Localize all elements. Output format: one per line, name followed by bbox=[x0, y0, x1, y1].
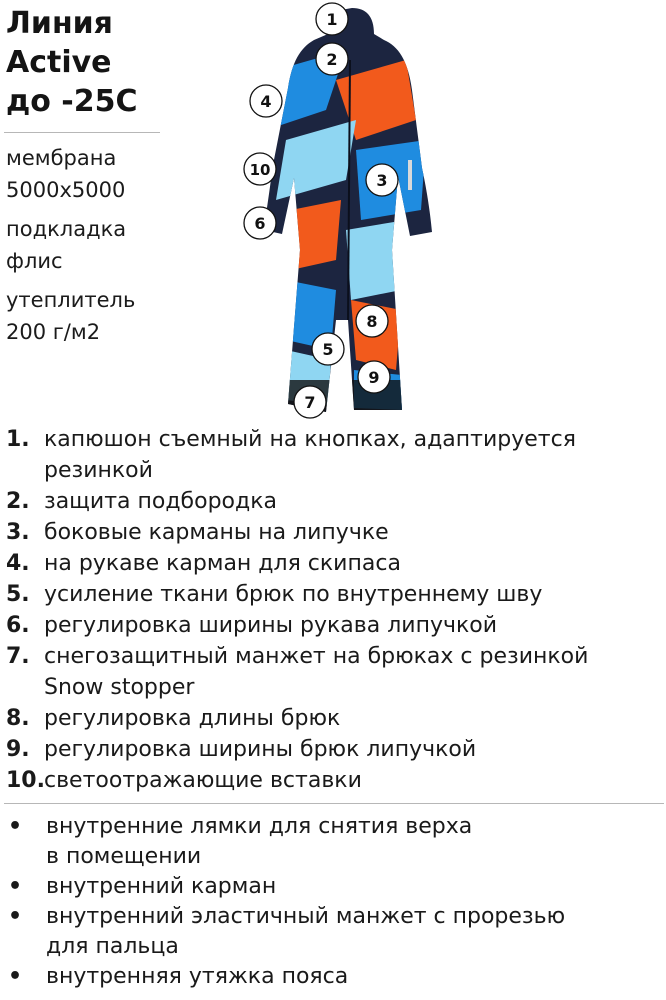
extra-item bbox=[6, 902, 666, 962]
feature-number: 3. bbox=[6, 520, 30, 545]
title-line: до -25С bbox=[6, 84, 138, 119]
feature-text bbox=[44, 765, 666, 796]
extra-text bbox=[46, 902, 666, 962]
feature-item bbox=[6, 641, 666, 703]
feature-item bbox=[6, 734, 666, 765]
feature-line: светоотражающие вставки bbox=[44, 768, 362, 793]
extra-text bbox=[46, 872, 666, 902]
bullet-marker: • bbox=[8, 904, 23, 929]
spec-value: 200 г/м2 bbox=[6, 320, 101, 344]
callout-label: 10 bbox=[249, 161, 271, 179]
spec-value: флис bbox=[6, 249, 63, 273]
feature-line: Snow stopper bbox=[44, 675, 195, 700]
title-line: Active bbox=[6, 45, 112, 80]
extra-line: для пальца bbox=[46, 934, 179, 959]
callout-label: 7 bbox=[304, 393, 316, 412]
callout-label: 4 bbox=[260, 92, 272, 111]
extra-item bbox=[6, 812, 666, 872]
feature-number: 9. bbox=[6, 737, 30, 762]
feature-item bbox=[6, 579, 666, 610]
feature-line: регулировка ширины рукава липучкой bbox=[44, 613, 498, 638]
feature-text bbox=[44, 579, 666, 610]
callout-label: 8 bbox=[366, 312, 378, 331]
extra-item bbox=[6, 962, 666, 992]
feature-text bbox=[44, 734, 666, 765]
feature-line: усиление ткани брюк по внутреннему шву bbox=[44, 582, 543, 607]
extra-line: внутренние лямки для снятия верха bbox=[46, 814, 473, 839]
feature-number: 8. bbox=[6, 706, 30, 731]
feature-text bbox=[44, 517, 666, 548]
feature-number: 1. bbox=[6, 427, 30, 452]
feature-line: регулировка длины брюк bbox=[44, 706, 341, 731]
bullet-marker: • bbox=[8, 964, 23, 989]
spec-name: утеплитель bbox=[6, 288, 136, 312]
extra-text bbox=[46, 812, 666, 872]
spec-membrane bbox=[6, 142, 135, 206]
extra-text bbox=[46, 962, 666, 992]
callout-8 bbox=[356, 305, 388, 337]
feature-number: 2. bbox=[6, 489, 30, 514]
feature-item bbox=[6, 486, 666, 517]
divider bbox=[4, 132, 160, 133]
spec-value: 5000х5000 bbox=[6, 178, 126, 202]
feature-item bbox=[6, 548, 666, 579]
callout-label: 3 bbox=[376, 171, 388, 190]
callout-5 bbox=[312, 333, 344, 365]
bullet-marker: • bbox=[8, 874, 23, 899]
feature-line: регулировка ширины брюк липучкой bbox=[44, 737, 477, 762]
callout-6 bbox=[244, 207, 276, 239]
callout-2 bbox=[316, 43, 348, 75]
feature-line: резинкой bbox=[44, 458, 153, 483]
feature-line: снегозащитный манжет на брюках с резинкой bbox=[44, 644, 589, 669]
spec-name: подкладка bbox=[6, 217, 127, 241]
feature-number: 7. bbox=[6, 644, 30, 669]
callout-label: 1 bbox=[326, 10, 338, 29]
feature-item bbox=[6, 610, 666, 641]
feature-number: 5. bbox=[6, 582, 30, 607]
feature-item bbox=[6, 765, 666, 796]
features-list bbox=[6, 424, 666, 796]
callout-9 bbox=[358, 361, 390, 393]
feature-number: 4. bbox=[6, 551, 30, 576]
feature-line: боковые карманы на липучке bbox=[44, 520, 389, 545]
extra-item bbox=[6, 872, 666, 902]
feature-text bbox=[44, 548, 666, 579]
feature-line: на рукаве карман для скипаса bbox=[44, 551, 401, 576]
extras-list bbox=[6, 812, 666, 992]
callout-label: 2 bbox=[326, 50, 338, 69]
feature-text bbox=[44, 486, 666, 517]
feature-text bbox=[44, 703, 666, 734]
callout-1 bbox=[316, 3, 348, 35]
extra-line: внутренний карман bbox=[46, 874, 277, 899]
callout-4 bbox=[250, 85, 282, 117]
spec-insulation bbox=[6, 284, 135, 348]
feature-number: 6. bbox=[6, 613, 30, 638]
feature-line: защита подбородка bbox=[44, 489, 277, 514]
divider bbox=[4, 803, 664, 804]
specs-list bbox=[6, 142, 135, 355]
extra-line: внутренняя утяжка пояса bbox=[46, 964, 349, 989]
reflective-insert bbox=[408, 160, 412, 190]
feature-text bbox=[44, 424, 666, 486]
feature-text bbox=[44, 610, 666, 641]
title-line: Линия bbox=[6, 6, 113, 41]
callout-3 bbox=[366, 164, 398, 196]
jumpsuit-illustration bbox=[236, 0, 436, 420]
callout-10 bbox=[244, 153, 276, 185]
feature-item bbox=[6, 517, 666, 548]
feature-text bbox=[44, 641, 666, 703]
feature-number: 10. bbox=[6, 768, 45, 793]
feature-item bbox=[6, 424, 666, 486]
callout-label: 9 bbox=[368, 368, 380, 387]
feature-line: капюшон съемный на кнопках, адаптируется bbox=[44, 427, 576, 452]
spec-lining bbox=[6, 213, 135, 277]
spec-name: мембрана bbox=[6, 146, 117, 170]
extra-line: внутренний эластичный манжет с прорезью bbox=[46, 904, 566, 929]
callout-label: 5 bbox=[322, 340, 334, 359]
bullet-marker: • bbox=[8, 814, 23, 839]
product-line-title bbox=[6, 4, 138, 121]
callout-label: 6 bbox=[254, 214, 266, 233]
feature-item bbox=[6, 703, 666, 734]
callout-7 bbox=[294, 386, 326, 418]
extra-line: в помещении bbox=[46, 844, 202, 869]
